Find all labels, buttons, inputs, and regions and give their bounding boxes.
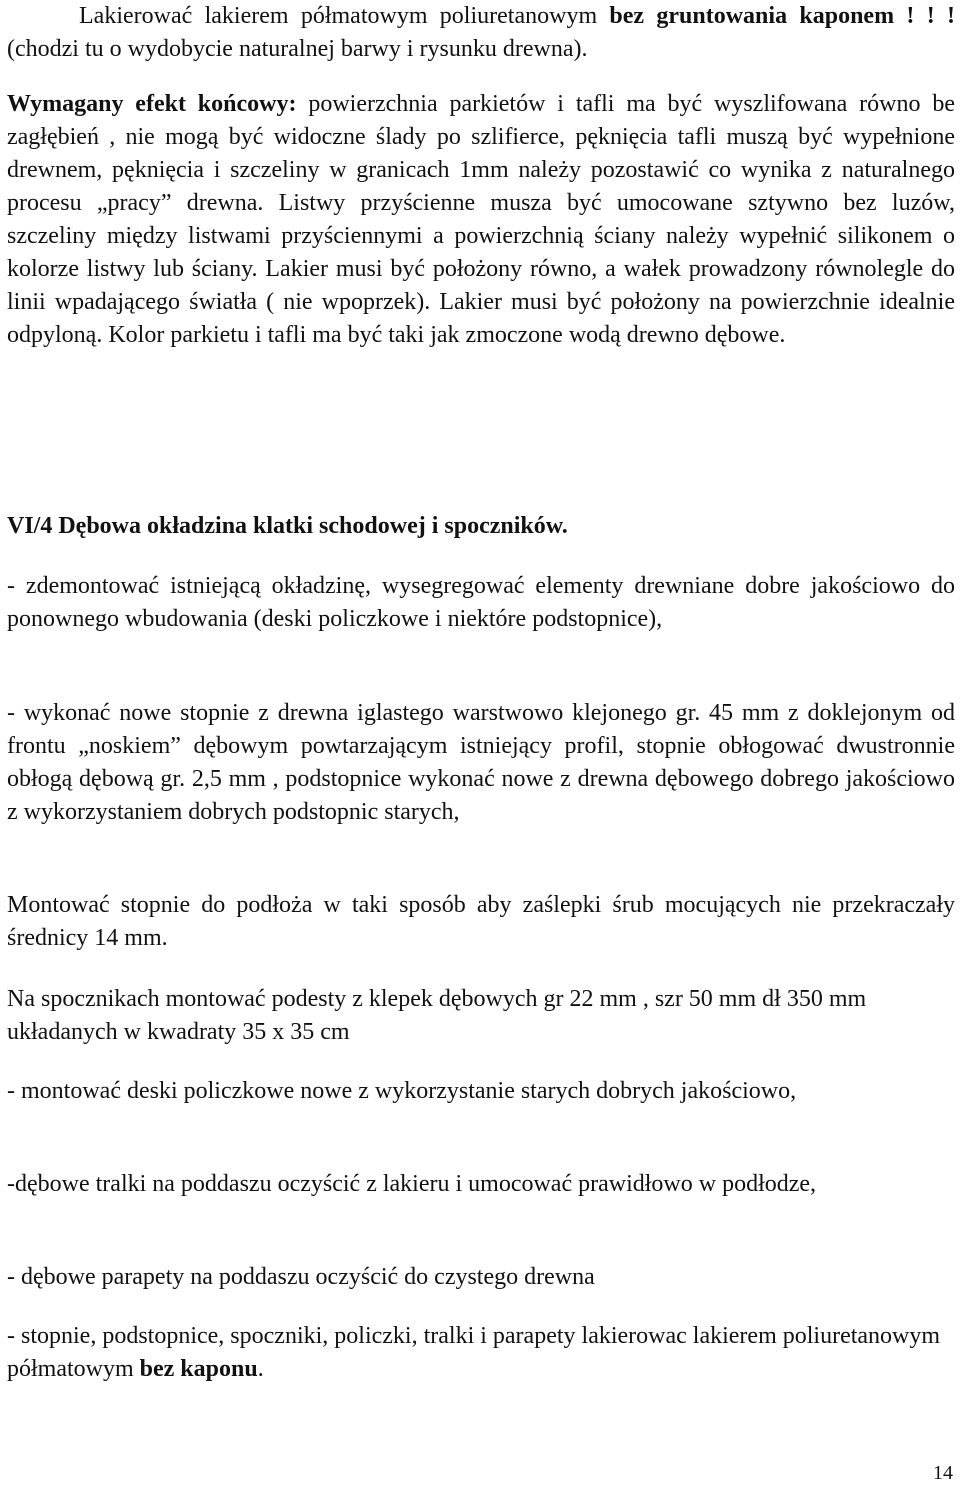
mounting-paragraph: Montować stopnie do podłoża w taki sposób aby zaślepki śrub mocujących nie przekraczały średnicy 14 mm. [7, 892, 955, 951]
required-effect-text: powierzchnia parkietów i tafli ma być wyszlifowana równo be zagłębień , nie mogą być widoczne ślady po szlifierce, pęknięcia tafli muszą być wypełnione drewnem, pęknięcia i szczeliny w granicach 1mm należy pozostawić co wynika z naturalnego procesu „pracy” drewna. Listwy przyścienne musza być umocowane sztywno bez luzów, szczeliny między listwami przyściennymi a powierzchnią ściany należy wypełnić silikonem o kolorze listwy lub ściany. Lakier musi być położony równo, a wałek prowadzony równolegle do linii wpadającego światła ( nie wpoprzek). Lakier musi być położony na powierzchnie idealnie odpyloną. Kolor parkietu i tafli ma być taki jak zmoczone wodą drewno dębowe. [7, 91, 955, 348]
dismantle-paragraph: - zdemontować istniejącą okładzinę, wysegregować elementy drewniane dobre jakościowo do ponownego wbudowania (deski policzkowe i niektóre podstopnice), [7, 573, 955, 632]
page-number: 14 [933, 1462, 953, 1484]
varnish-instruction-lead: Lakierować lakierem półmatowym poliuretanowym [79, 3, 610, 29]
final-varnish-paragraph [7, 1320, 955, 1386]
required-effect-label: Wymagany efekt końcowy: [7, 91, 297, 117]
section-heading: VI/4 Dębowa okładzina klatki schodowej i spoczników. [7, 513, 568, 539]
varnish-instruction-paragraph [7, 0, 955, 66]
varnish-warning-bold: bez gruntowania kaponem ! ! ! [609, 3, 955, 29]
final-varnish-bold: bez kaponu [139, 1356, 258, 1382]
varnish-instruction-tail: (chodzi tu o wydobycie naturalnej barwy i rysunku drewna). [7, 36, 588, 62]
new-steps-paragraph: - wykonać nowe stopnie z drewna iglastego warstwowo klejonego gr. 45 mm z doklejonym od frontu „noskiem” dębowym powtarzającym istniejący profil, stopnie obłogować dwustronnie obłogą dębową gr. 2,5 mm , podstopnice wykonać nowe z drewna dębowego dobrego jakościowo z wykorzystaniem dobrych podstopnic starych, [7, 700, 955, 825]
landings-paragraph: Na spocznikach montować podesty z klepek dębowych gr 22 mm , szr 50 mm dł 350 mm układanych w kwadraty 35 x 35 cm [7, 986, 867, 1045]
final-varnish-text: - stopnie, podstopnice, spoczniki, policzki, tralki i parapety lakierowac lakierem poliuretanowym półmatowym [7, 1323, 941, 1382]
required-effect-paragraph [7, 88, 955, 352]
windowsills-paragraph: - dębowe parapety na poddaszu oczyścić do czystego drewna [7, 1264, 595, 1290]
balusters-paragraph: -dębowe tralki na poddaszu oczyścić z lakieru i umocować prawidłowo w podłodze, [7, 1171, 817, 1197]
stringers-paragraph: - montować deski policzkowe nowe z wykorzystanie starych dobrych jakościowo, [7, 1078, 797, 1104]
final-varnish-tail: . [257, 1356, 264, 1382]
